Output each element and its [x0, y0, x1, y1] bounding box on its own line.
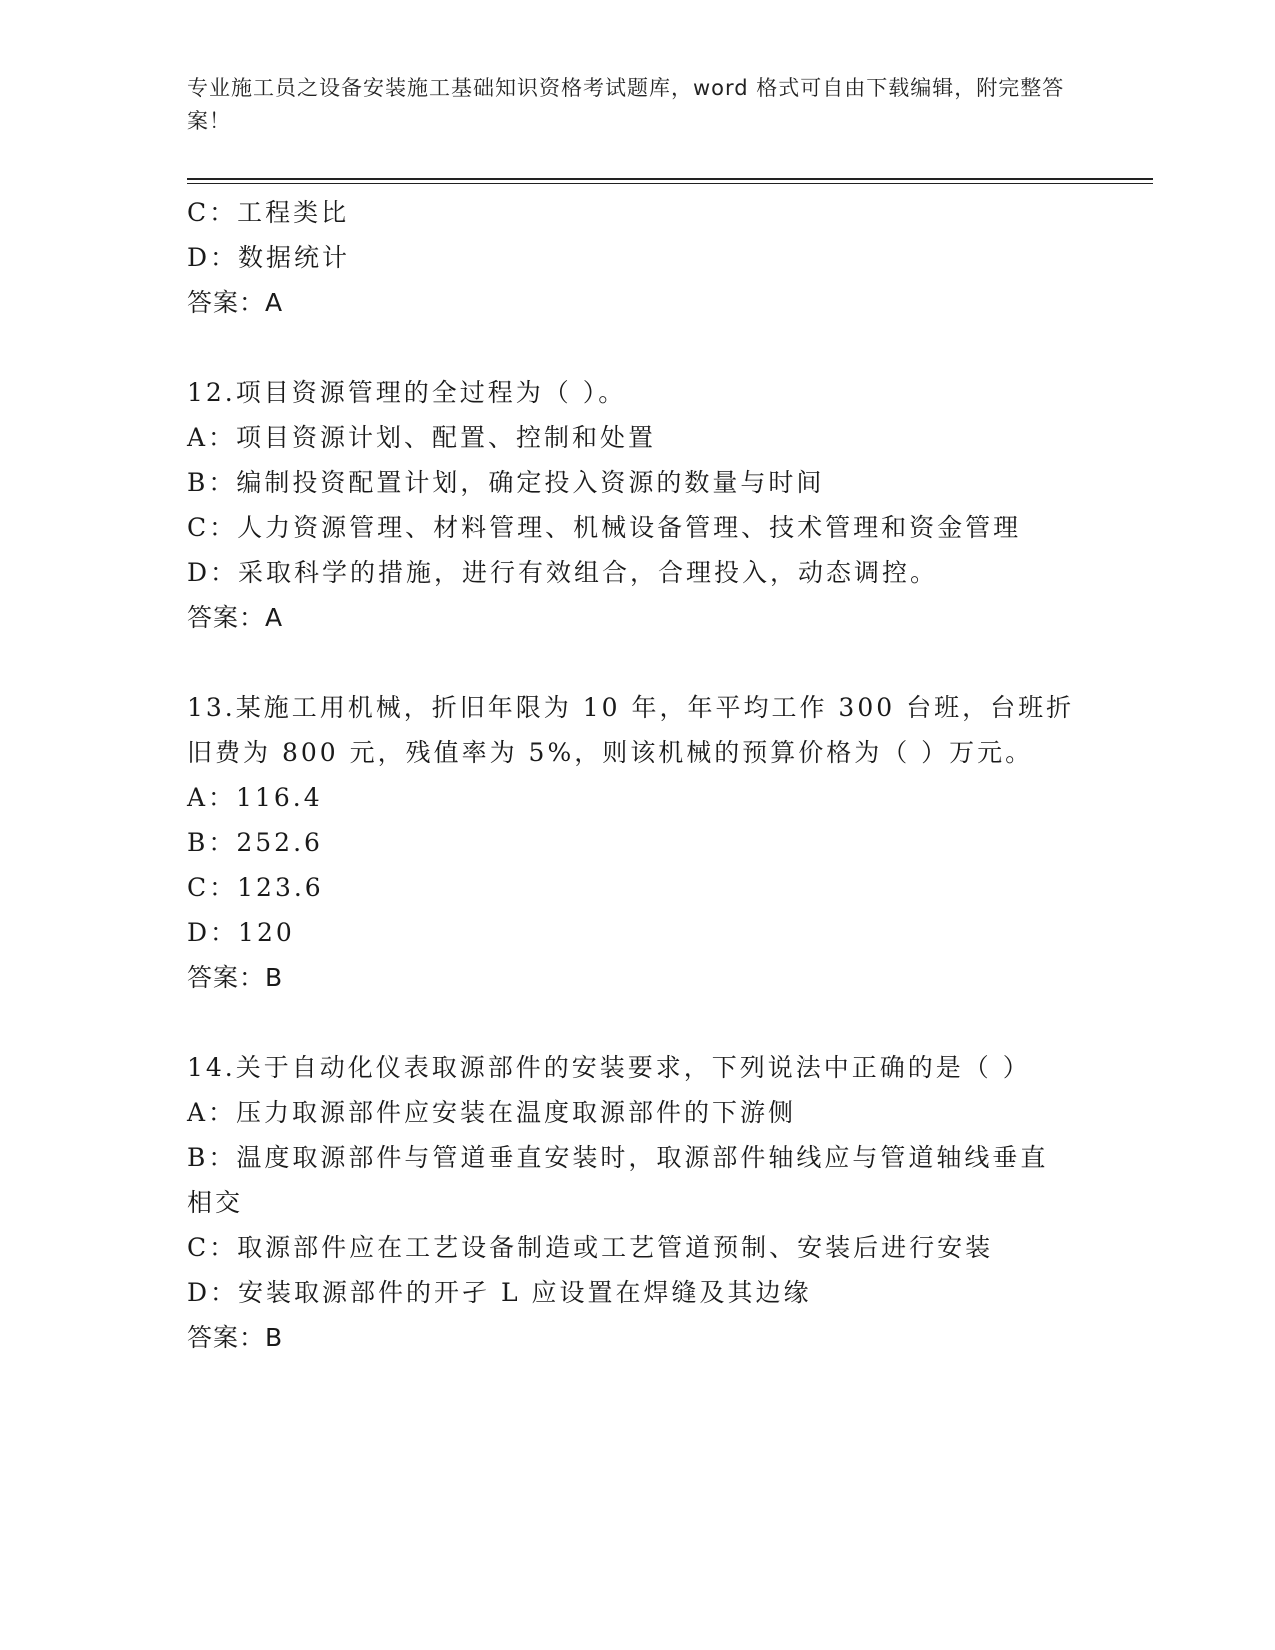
page-header-text: 专业施工员之设备安装施工基础知识资格考试题库，word 格式可自由下载编辑，附完整答案！ [187, 76, 1065, 133]
question-stem-line-2: 旧费为 800 元，残值率为 5%，则该机械的预算价格为（ ）万元。 [187, 738, 1034, 767]
option-b: B：252.6 [187, 828, 323, 857]
question-stem-line-1: 13.某施工用机械，折旧年限为 10 年，年平均工作 300 台班，台班折 [187, 693, 1075, 722]
option-c: C：123.6 [187, 873, 324, 902]
question-stem: 14.关于自动化仪表取源部件的安装要求，下列说法中正确的是（ ） [187, 1053, 1031, 1082]
option-a: A：116.4 [187, 783, 323, 812]
option-c: C：人力资源管理、材料管理、机械设备管理、技术管理和资金管理 [187, 513, 1022, 542]
header-divider-thick [187, 178, 1153, 180]
question-14 [187, 1045, 1087, 1360]
option-a: A：项目资源计划、配置、控制和处置 [187, 423, 657, 452]
spacer [187, 640, 1087, 685]
option-b: B：编制投资配置计划，确定投入资源的数量与时间 [187, 468, 825, 497]
answer-line: 答案：A [187, 603, 284, 632]
question-12 [187, 370, 1087, 640]
option-d: D：采取科学的措施，进行有效组合，合理投入，动态调控。 [187, 558, 939, 587]
option-b-line-2: 相交 [187, 1188, 244, 1217]
option-d: D：120 [187, 918, 295, 947]
header-divider-thin [187, 183, 1153, 184]
option-b-line-1: B：温度取源部件与管道垂直安装时，取源部件轴线应与管道轴线垂直 [187, 1143, 1049, 1172]
option-d: D：数据统计 [187, 243, 351, 272]
option-d: D：安装取源部件的开孑 L 应设置在焊缝及其边缘 [187, 1278, 812, 1307]
option-a: A：压力取源部件应安装在温度取源部件的下游侧 [187, 1098, 797, 1127]
spacer [187, 325, 1087, 370]
question-content [187, 190, 1087, 1360]
answer-line: 答案：B [187, 963, 284, 992]
answer-line: 答案：A [187, 288, 284, 317]
question-stem: 12.项目资源管理的全过程为（ ）。 [187, 378, 627, 407]
option-c: C：工程类比 [187, 198, 350, 227]
answer-line: 答案：B [187, 1323, 284, 1352]
question-13 [187, 685, 1087, 1000]
spacer [187, 1000, 1087, 1045]
question-11-tail [187, 190, 1087, 325]
option-c: C：取源部件应在工艺设备制造或工艺管道预制、安装后进行安装 [187, 1233, 994, 1262]
